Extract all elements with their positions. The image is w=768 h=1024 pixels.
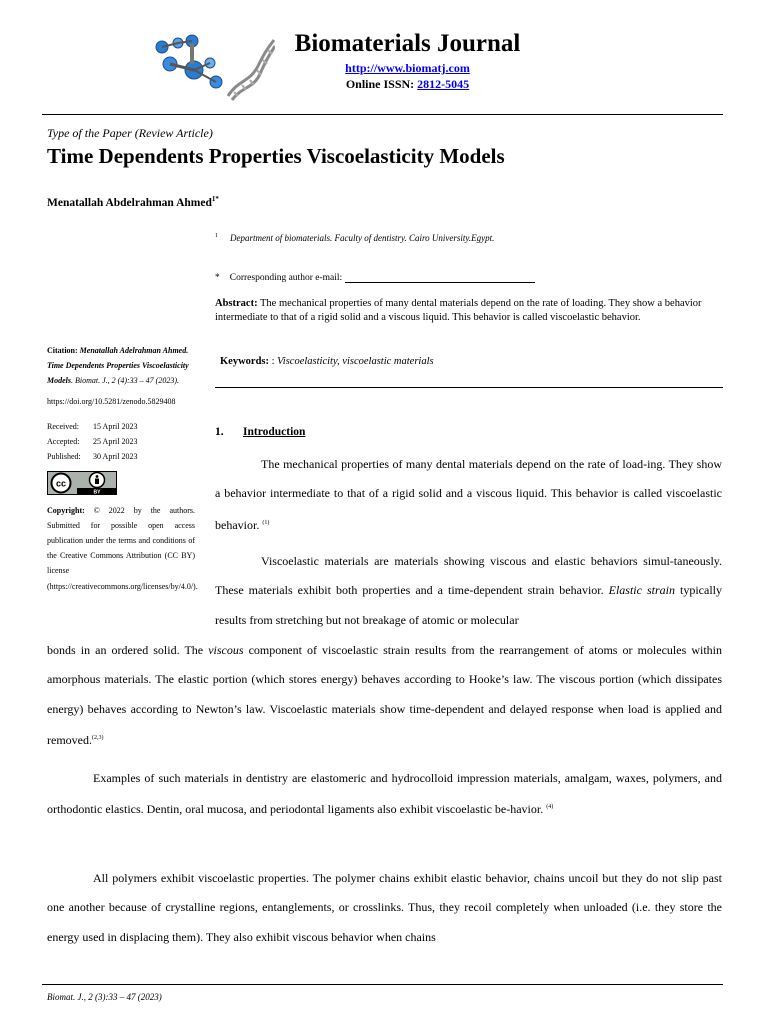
footer-citation: Biomat. J., 2 (3):33 – 47 (2023) [47, 992, 162, 1002]
journal-title: Biomaterials Journal [294, 30, 521, 57]
date-label: Received: [47, 421, 79, 431]
affiliation-text: Department of biomaterials. Faculty of dentistry. Cairo University.Egypt. [230, 233, 495, 243]
affiliation [215, 233, 715, 243]
issn-label: Online ISSN: [345, 77, 418, 91]
doi-link[interactable]: https://doi.org/10.5281/zenodo.5829408 [47, 396, 176, 406]
paragraph-text: bonds in an ordered solid. The [47, 643, 209, 657]
date-label: Accepted: [47, 437, 80, 447]
author-name [47, 195, 219, 209]
keywords [220, 356, 434, 367]
journal-url-line [0, 61, 768, 76]
footer-divider [42, 984, 723, 985]
corresponding-label: Corresponding author e-mail: [229, 273, 345, 283]
affiliation-mark: 1 [215, 233, 218, 239]
paragraph-text: typically results from stretching but not breakage of atomic or molecular [215, 583, 722, 627]
date-value: 30 April 2023 [93, 452, 138, 462]
date-received [47, 419, 195, 434]
citation-ref: (4) [546, 804, 554, 811]
section-title: Introduction [243, 426, 306, 438]
author-name-text: Menatallah Abdelrahman Ahmed [47, 196, 212, 209]
paragraph-text: Viscoelastic materials are materials showing viscous and elastic behaviors simul-taneously. These materials exhibit both properties and a time-dependent strain behavior. [215, 554, 722, 598]
paragraph-italic: Elastic strain [608, 583, 675, 598]
paragraph-italic: viscous [208, 643, 244, 657]
corresponding-author [215, 272, 535, 283]
date-accepted [47, 434, 195, 449]
header-divider [42, 114, 723, 115]
paragraph-text: Examples of such materials in dentistry are elastomeric and hydrocolloid impression materials, amalgam, waxes, polymers, and orthodontic elastics. Dentin, oral mucosa, and periodontal ligaments also exhibit viscoelastic be-havior. [47, 771, 722, 817]
citation [47, 343, 195, 389]
paragraph-text: The mechanical properties of many dental materials depend on the rate of load-ing. They show a behavior intermediate to that of a rigid solid and a viscous liquid. This behavior is called viscoelastic behavior. [215, 457, 722, 532]
date-value: 25 April 2023 [93, 437, 138, 447]
date-value: 15 April 2023 [93, 421, 138, 431]
copyright [47, 503, 198, 594]
paragraph-text: component of viscoelastic strain results from the rearrangement of atoms or molecules within amorphous materials. The elastic portion (which stores energy) behaves according to Hooke’s law. The viscous portion (which dissipates energy) behaves according to Newton’s law. Viscoelastic materials show time-dependent and delayed response when load is applied and removed. [47, 643, 722, 748]
corresponding-mark: * [215, 273, 220, 283]
paragraph-1 [215, 450, 722, 540]
copyright-label: Copyright: [47, 505, 85, 515]
keywords-label: Keywords: [220, 356, 269, 367]
keywords-value: Viscoelasticity, viscoelastic materials [277, 356, 434, 367]
sidebar [47, 343, 198, 594]
paper-type: Type of the Paper (Review Article) [47, 126, 213, 140]
citation-ref: . Biomat. J., 2 (4):33 – 47 (2023). [71, 376, 179, 386]
citation-ref: (2,3) [91, 735, 104, 742]
paragraph-4 [47, 764, 722, 825]
abstract-text: The mechanical properties of many dental materials depend on the rate of loading. They show a behavior intermediate to that of a rigid solid and a viscous liquid. This behavior is called viscoelastic behavior. [215, 298, 702, 323]
paragraph-text: All polymers exhibit viscoelastic properties. The polymer chains exhibit elastic behavior, chains uncoil but they do not slip past one another because of crystalline regions, entanglements, or crosslinks. Thus, they recoil completely when unloaded (i.e. they store the energy used in displacing them). They also exhibit viscous behavior when chains [47, 871, 722, 944]
paragraph-3 [47, 636, 722, 756]
date-published [47, 449, 195, 464]
abstract-divider [215, 387, 723, 388]
publication-dates [47, 419, 195, 465]
email-blank-line [345, 272, 535, 283]
author-marks: 1* [211, 195, 219, 203]
paragraph-5 [47, 864, 722, 952]
section-heading [215, 426, 305, 438]
abstract [215, 297, 722, 325]
citation-text: Menatallah Adelrahman Ahmed. Time Dependents Properties Viscoelasticity Models [47, 346, 189, 386]
cc-by-icon[interactable] [47, 471, 117, 495]
abstract-label: Abstract: [215, 298, 258, 309]
issn-link[interactable]: 2812-5045 [417, 77, 470, 91]
date-label: Published: [47, 452, 81, 462]
journal-issn-line [0, 77, 768, 92]
copyright-text: © 2022 by the authors. Submitted for possible open access publication under the terms and conditions of the Creative Commons Attribution (CC BY) license (https://creativecommons.org/licenses/by/4.0/). [47, 505, 198, 591]
cc-by-text: BY [93, 489, 101, 496]
paper-title: Time Dependents Properties Viscoelasticity Models [47, 144, 505, 168]
citation-label: Citation: [47, 346, 80, 355]
svg-text:cc: cc [55, 478, 67, 489]
keywords-sep: : [269, 356, 278, 367]
citation-ref: (1) [262, 519, 270, 526]
section-number: 1. [215, 426, 224, 438]
paragraph-2 [215, 547, 722, 635]
journal-url-link[interactable]: http://www.biomatj.com [345, 61, 470, 75]
